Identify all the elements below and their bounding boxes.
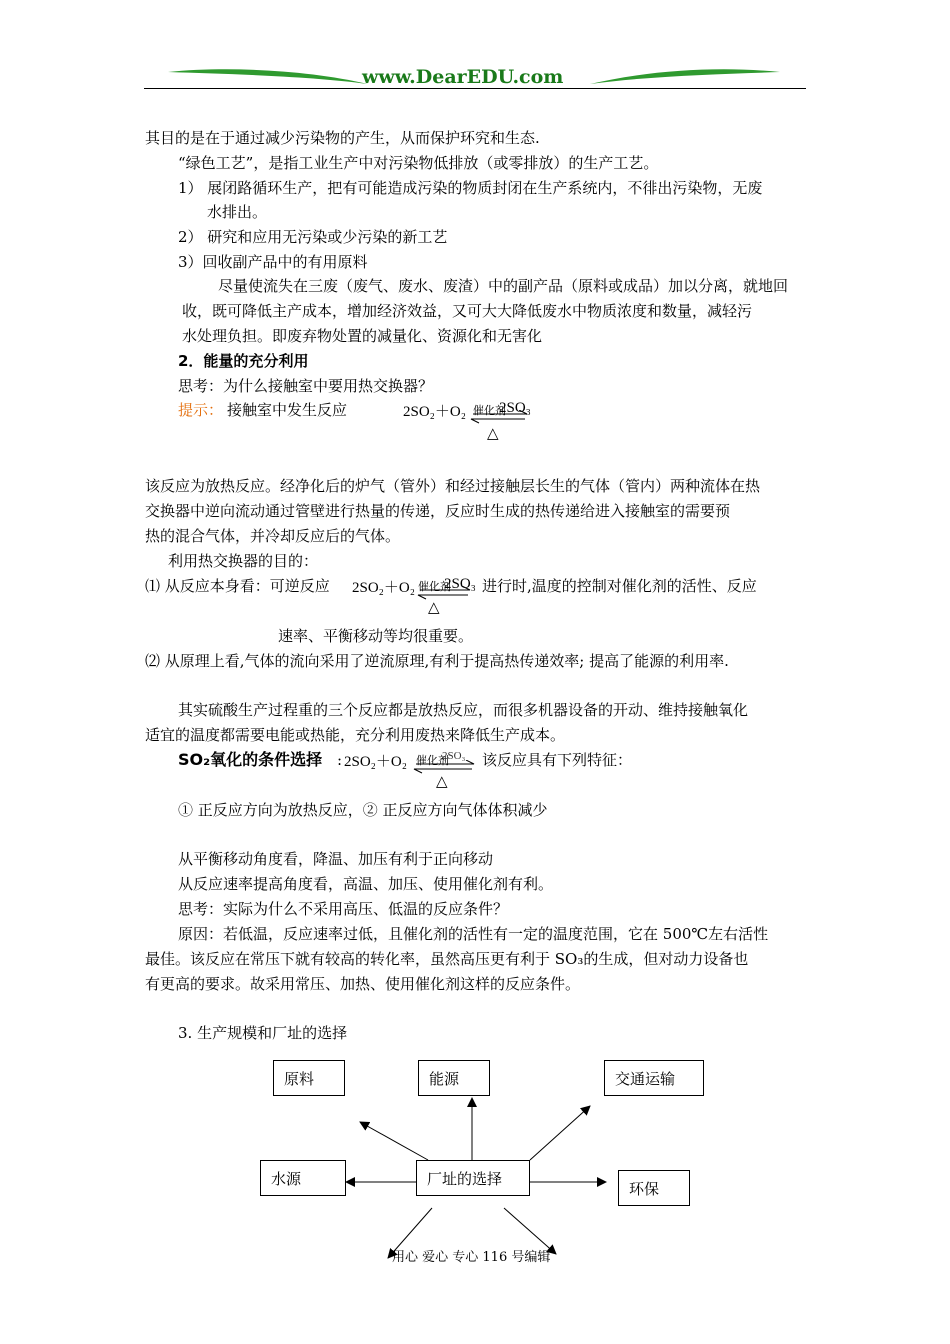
text-hint: 接触室中发生反应 [227,401,348,419]
text-p2: “绿色工艺”，是指工业生产中对污染物低排放（或零排放）的生产工艺。 [178,154,659,172]
text-item1-post: 进行时,温度的控制对催化剂的活性、反应 [482,577,757,595]
text-features: ① 正反应方向为放热反应，② 正反应方向气体体积减少 [178,801,548,819]
reaction-1-rhs: 2SO₃ [499,400,531,416]
text-hint-label: 提示： [178,401,224,419]
box-transport-label: 交通运输 [615,1069,676,1088]
box-environment-label: 环保 [629,1179,660,1198]
reaction-1-lhs: 2SO₂＋O₂ [403,404,466,420]
text-item2: ⑵ 从原理上看,气体的流向采用了逆流原理,有利于提高热传递效率; 提高了能源的利用率. [145,652,729,670]
reaction-2-heat: △ [428,598,440,616]
list-item-2: 2） 研究和应用无污染或少污染的新工艺 [178,228,448,246]
text-p5b: 适宜的温度都需要电能或热能，充分利用废热来降低生产成本。 [145,726,566,744]
box-water-label: 水源 [271,1169,302,1188]
reaction-2-rhs: 2SO₃ [444,576,476,592]
text-p3b: 收，既可降低主产成本，增加经济效益，又可大大降低废水中物质浓度和数量，减轻污 [182,302,753,320]
box-energy [418,1060,490,1096]
text-think2: 思考：实际为什么不采用高压、低温的反应条件？ [178,900,509,918]
text-think1: 思考：为什么接触室中要用热交换器？ [178,377,434,395]
so2-post: 该反应具有下列特征： [482,751,633,769]
reaction-2-lhs: 2SO₂＋O₂ [352,580,415,596]
page-footer: 用心 爱心 专心 116 号编辑 [392,1250,551,1265]
text-purpose: 利用热交换器的目的： [168,552,319,570]
reaction-2-catalyst: 催化剂 [418,580,451,593]
box-transport [604,1060,704,1096]
section-heading-2: 2．能量的充分利用 [178,352,309,370]
text-p4c: 热的混合气体，并冷却反应后的气体。 [145,527,401,545]
reaction-3-rhs: 2SO₃ [442,750,466,762]
box-water [260,1160,346,1196]
box-raw-material-label: 原料 [284,1069,315,1088]
box-environment [618,1170,690,1206]
text-p3c: 水处理负担。即废弃物处置的减量化、资源化和无害化 [182,327,543,345]
text-item1-pre: ⑴ 从反应本身看：可逆反应 [145,577,330,595]
text-p1: 其目的是在于通过减少污染物的产生，从而保护环究和生态. [145,129,540,147]
text-r3: 有更高的要求。故采用常压、加热、使用催化剂这样的反应条件。 [145,975,581,993]
box-center [416,1160,530,1196]
text-item1-cont: 速率、平衡移动等均很重要。 [278,627,474,645]
header-logo: www.DearEDU.com [362,66,564,88]
box-energy-label: 能源 [429,1069,460,1088]
text-p3a: 尽量使流失在三废（废气、废水、废渣）中的副产品（原料或成品）加以分离，就地回 [218,277,789,295]
reaction-3-catalyst: 催化剂 [416,754,449,767]
reaction-1-heat: △ [487,424,499,442]
text-r2: 最佳。该反应在常压下就有较高的转化率，虽然高压更有利于 SO₃的生成，但对动力设备也 [145,950,749,968]
list-item-1b: 水排出。 [207,203,268,221]
text-p5a: 其实硫酸生产过程重的三个反应都是放热反应，而很多机器设备的开动、维持接触氧化 [178,701,749,719]
reaction-3-lhs: 2SO₂＋O₂ [344,754,407,770]
list-item-3: 3）回收副产品中的有用原料 [178,253,368,271]
box-raw-material [273,1060,345,1096]
reaction-1-catalyst: 催化剂 [473,404,506,417]
so2-heading: SO₂氧化的条件选择 [178,750,323,769]
text-eq1: 从平衡移动角度看，降温、加压有利于正向移动 [178,850,494,868]
so2-colon: : [337,751,343,769]
list-item-1a: 1） 展闭路循环生产，把有可能造成污染的物质封闭在生产系统内，不徘出污染物，无废 [178,179,763,197]
section-heading-3: 3. 生产规模和厂址的选择 [178,1024,348,1042]
text-eq2: 从反应速率提高角度看，高温、加压、使用催化剂有利。 [178,875,554,893]
text-p4a: 该反应为放热反应。经净化后的炉气（管外）和经过接触层长生的气体（管内）两种流体在热 [145,477,761,495]
box-center-label: 厂址的选择 [427,1169,503,1188]
text-p4b: 交换器中逆向流动通过管壁进行热量的传递，反应时生成的热传递给进入接触室的需要预 [145,502,731,520]
text-r1: 原因：若低温，反应速率过低，且催化剂的活性有一定的温度范围，它在 500℃左右活性 [178,925,769,943]
reaction-3-heat: △ [436,772,448,790]
